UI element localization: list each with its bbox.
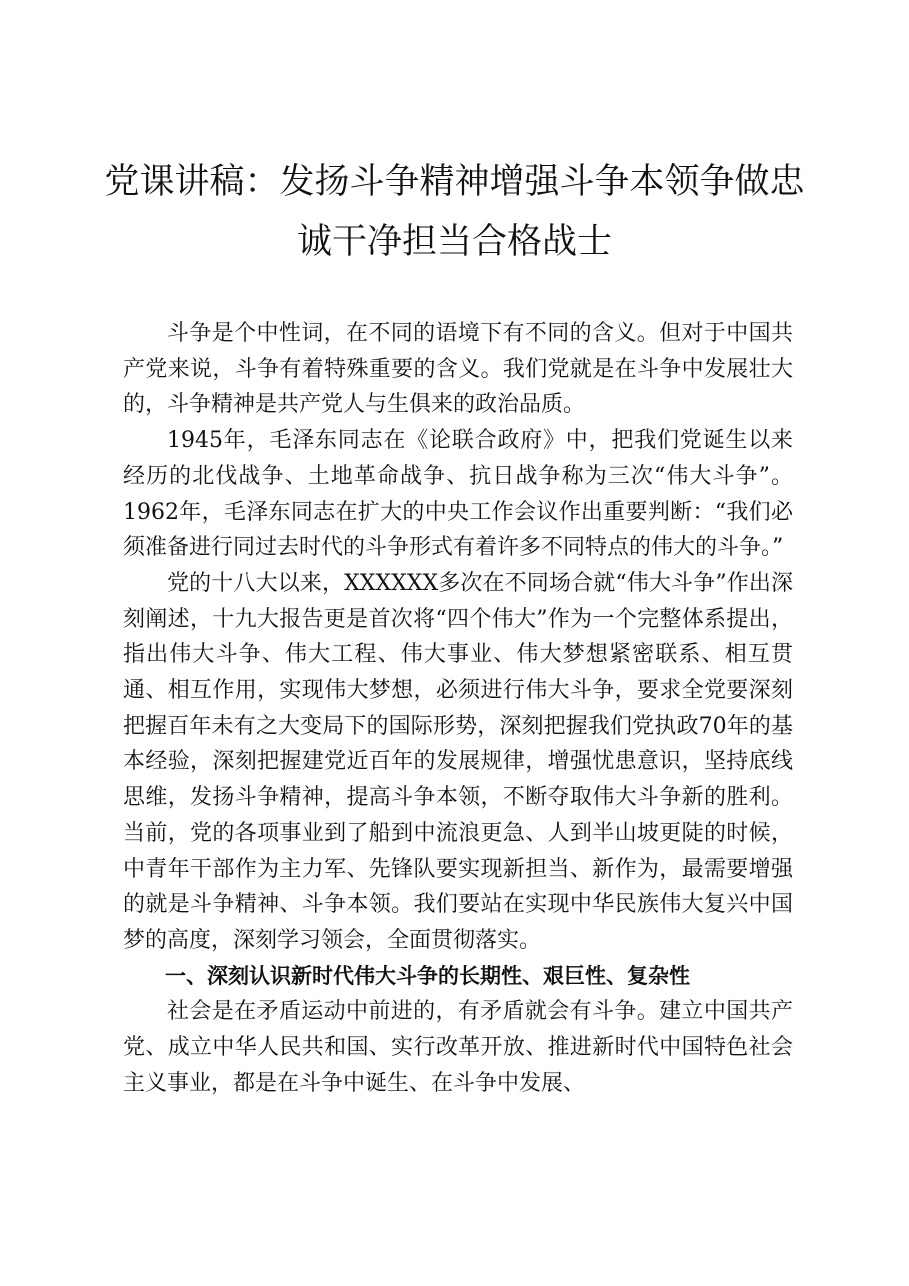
title-line-1: 党课讲稿：发扬斗争精神增强斗争本领争做忠 bbox=[104, 162, 805, 202]
section-1-paragraph: 社会是在矛盾运动中前进的，有矛盾就会有斗争。建立中国共产党、成立中华人民共和国、实行改革开放、推进新时代中国特色社会主义事业，都是在斗争中诞生、在斗争中发展、 bbox=[123, 999, 793, 1096]
paragraph-2: 1945年，毛泽东同志在《论联合政府》中，把我们党诞生以来经历的北伐战争、土地革命战争、抗日战争称为三次“伟大斗争”。1962年，毛泽东同志在扩大的中央工作会议作出重要判断：“我们必须准备进行同过去时代的斗争形式有着许多不同特点的伟大的斗争。” bbox=[123, 428, 793, 561]
document-body bbox=[123, 316, 793, 1101]
section-heading-1: 一、深刻认识新时代伟大斗争的长期性、艰巨性、复杂性 bbox=[165, 963, 690, 988]
document-title bbox=[100, 152, 809, 272]
paragraph-1: 斗争是个中性词，在不同的语境下有不同的含义。但对于中国共产党来说，斗争有着特殊重要的含义。我们党就是在斗争中发展壮大的，斗争精神是共产党人与生俱来的政治品质。 bbox=[123, 321, 793, 418]
title-line-2: 诚干净担当合格战士 bbox=[296, 222, 612, 262]
paragraph-3: 党的十八大以来，XXXXXX多次在不同场合就“伟大斗争”作出深刻阐述，十九大报告更是首次将“四个伟大”作为一个完整体系提出，指出伟大斗争、伟大工程、伟大事业、伟大梦想紧密联系、相互贯通、相互作用，实现伟大梦想，必须进行伟大斗争，要求全党要深刻把握百年未有之大变局下的国际形势，深刻把握我们党执政70年的基本经验，深刻把握建党近百年的发展规律，增强忧患意识，坚持底线思维，发扬斗争精神，提高斗争本领，不断夺取伟大斗争新的胜利。当前，党的各项事业到了船到中流浪更急、人到半山坡更陡的时候，中青年干部作为主力军、先锋队要实现新担当、新作为，最需要增强的就是斗争精神、斗争本领。我们要站在实现中华民族伟大复兴中国梦的高度，深刻学习领会，全面贯彻落实。 bbox=[123, 570, 793, 953]
